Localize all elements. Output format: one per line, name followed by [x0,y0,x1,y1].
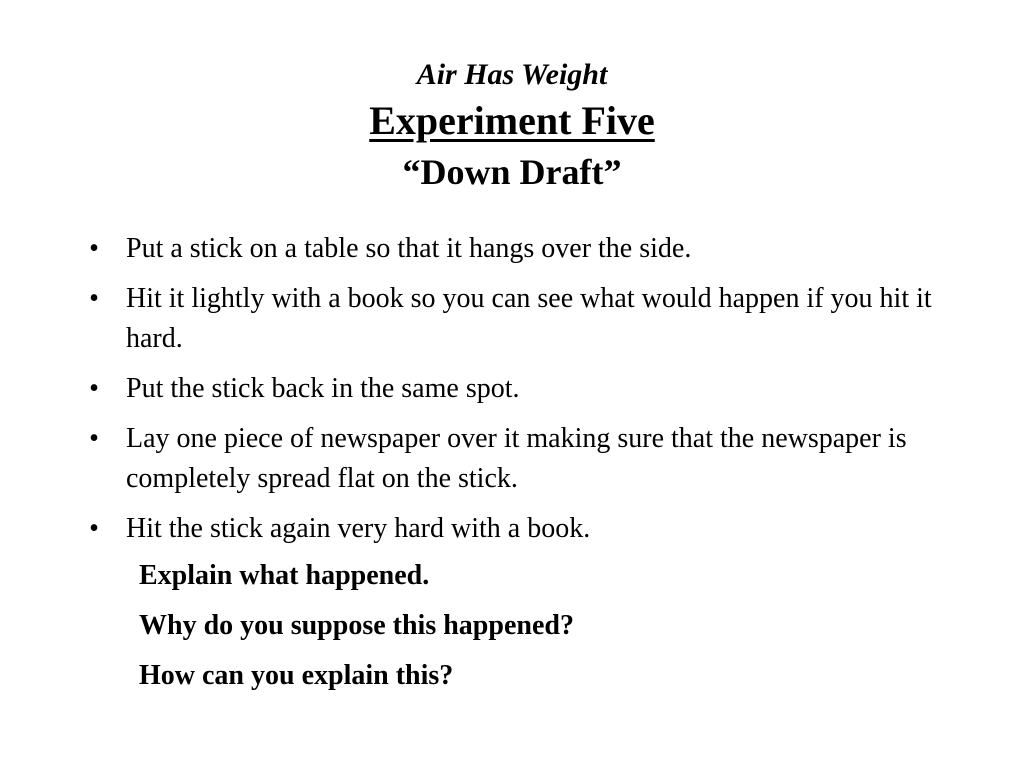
step-text: Hit the stick again very hard with a book. [126,513,591,544]
step-text: Hit it lightly with a book so you can see what would happen if you hit it hard. [126,283,932,354]
question-item: Why do you suppose this happened? [139,610,574,641]
steps-list [84,229,964,559]
bullet-icon: • [89,373,99,404]
slide-title: Experiment Five [369,98,655,143]
step-text: Put a stick on a table so that it hangs over the side. [126,233,692,264]
slide-subtitle-top: Air Has Weight [416,58,608,91]
step-item [84,369,964,409]
step-text: Lay one piece of newspaper over it making sure that the newspaper is completely spread flat on the stick. [126,423,907,494]
bullet-icon: • [89,283,99,314]
question-item: Explain what happened. [139,560,430,591]
question-item: How can you explain this? [139,660,454,691]
step-item [84,229,964,269]
step-text: Put the stick back in the same spot. [126,373,520,404]
step-item [84,509,964,549]
bullet-icon: • [89,513,99,544]
step-item [84,419,964,499]
slide-subtitle-bottom: “Down Draft” [402,152,622,192]
title-block [0,56,1024,194]
bullet-icon: • [89,423,99,454]
bullet-icon: • [89,233,99,264]
step-item [84,279,964,359]
questions-list [139,556,574,706]
